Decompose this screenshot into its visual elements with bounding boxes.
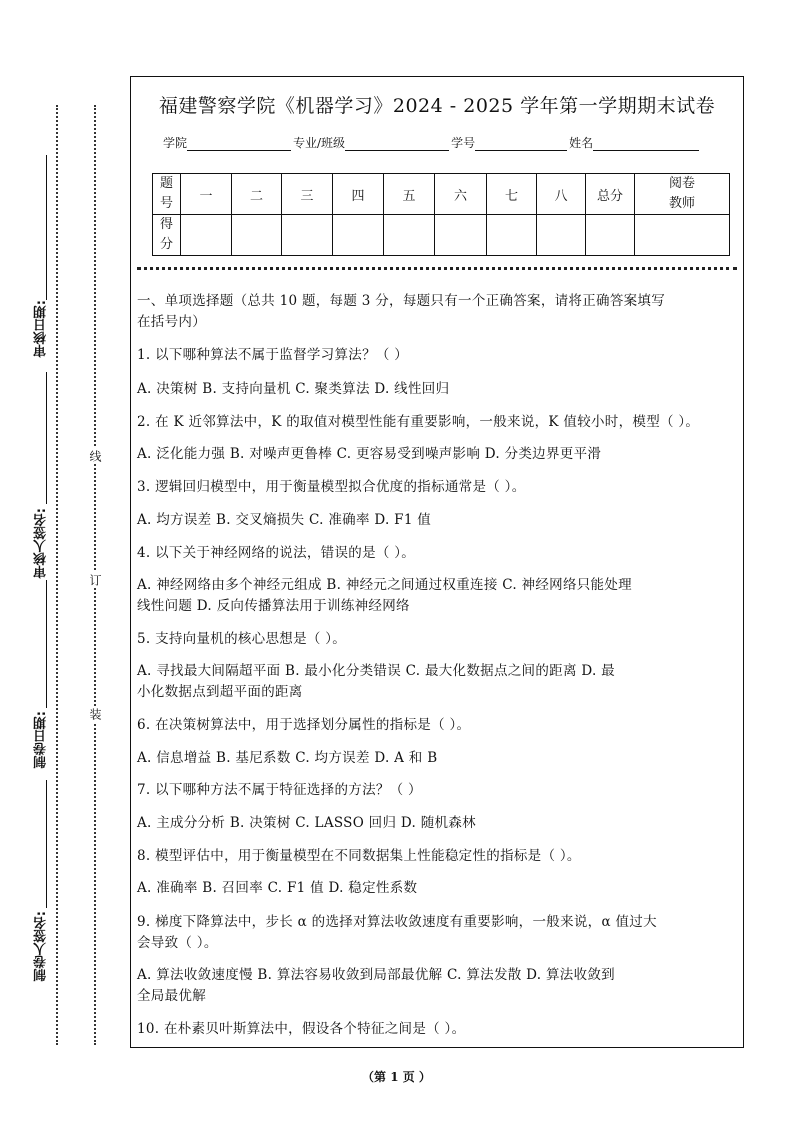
question-6: 6. 在决策树算法中，用于选择划分属性的指标是（ ）。: [137, 717, 471, 733]
review-date-line: [46, 155, 47, 300]
cut-line-char-ding: 订: [88, 574, 102, 586]
score-col-4: 四: [333, 174, 384, 215]
score-cell-6[interactable]: [435, 215, 487, 256]
score-cell-3[interactable]: [282, 215, 333, 256]
field-name-label: 姓名: [569, 136, 594, 150]
score-cell-5[interactable]: [384, 215, 435, 256]
score-cell-7[interactable]: [487, 215, 537, 256]
review-date-label: 审核日期:: [34, 300, 49, 358]
question-8: 8. 模型评估中，用于衡量模型在不同数据集上性能稳定性的指标是（ ）。: [137, 848, 581, 864]
options-3: A. 均方误差 B. 交叉熵损失 C. 准确率 D. F1 值: [137, 512, 432, 528]
cut-line-char-xian: 线: [88, 450, 102, 462]
score-cell-total[interactable]: [586, 215, 635, 256]
score-row-label-number: 题 号: [153, 174, 181, 215]
maker-date-label: 制卷日期:: [34, 711, 49, 769]
options-8: A. 准确率 B. 召回率 C. F1 值 D. 稳定性系数: [137, 880, 418, 896]
student-info-row: [163, 134, 701, 151]
maker-date-line: [46, 580, 47, 708]
score-col-2: 二: [232, 174, 282, 215]
score-cell-4[interactable]: [333, 215, 384, 256]
options-2: A. 泛化能力强 B. 对噪声更鲁棒 C. 更容易受到噪声影响 D. 分类边界更平滑: [137, 446, 602, 462]
options-4: A. 神经网络由多个神经元组成 B. 神经元之间通过权重连接 C. 神经网络只能处理 线性问题 D. 反向传播算法用于训练神经网络: [137, 577, 632, 614]
score-cell-8[interactable]: [537, 215, 586, 256]
question-4: 4. 以下关于神经网络的说法，错误的是（ ）。: [137, 545, 416, 561]
score-col-reviewer: 阅卷 教师: [635, 174, 730, 215]
field-major-label: 专业/班级: [293, 136, 346, 150]
question-3: 3. 逻辑回归模型中，用于衡量模型拟合优度的指标通常是（ ）。: [137, 479, 526, 495]
score-col-8: 八: [537, 174, 586, 215]
options-9: A. 算法收敛速度慢 B. 算法容易收敛到局部最优解 C. 算法发散 D. 算法收敛到 全局最优解: [137, 967, 615, 1004]
maker-sign-line: [46, 780, 47, 908]
score-col-5: 五: [384, 174, 435, 215]
dotted-line-left: [56, 105, 58, 1045]
options-5: A. 寻找最大间隔超平面 B. 最小化分类错误 C. 最大化数据点之间的距离 D. 最 小化数据点到超平面的距离: [137, 663, 615, 700]
section-title: 一、单项选择题（总共 10 题，每题 3 分，每题只有一个正确答案，请将正确答案填写 在括号内）: [137, 293, 666, 330]
options-7: A. 主成分分析 B. 决策树 C. LASSO 回归 D. 随机森林: [137, 815, 476, 831]
field-name-input[interactable]: [593, 137, 699, 151]
score-col-3: 三: [282, 174, 333, 215]
question-2: 2. 在 K 近邻算法中，K 的取值对模型性能有重要影响，一般来说，K 值较小时，模型（ ）。: [137, 414, 700, 430]
reviewer-sign-label: 审核人签名:: [34, 508, 49, 579]
score-col-6: 六: [435, 174, 487, 215]
exam-title: 福建警察学院《机器学习》2024 - 2025 学年第一学期期末试卷: [158, 95, 716, 117]
question-1: 1. 以下哪种算法不属于监督学习算法？（ ）: [137, 347, 409, 363]
reviewer-sign-line: [46, 372, 47, 504]
page-number: （第 1 页 ）: [362, 1070, 431, 1084]
options-6: A. 信息增益 B. 基尼系数 C. 均方误差 D. A 和 B: [137, 750, 438, 766]
question-5: 5. 支持向量机的核心思想是（ ）。: [137, 631, 347, 647]
score-row-label-score: 得 分: [153, 215, 181, 256]
section-separator: [137, 267, 737, 270]
field-id-label: 学号: [451, 136, 476, 150]
score-col-7: 七: [487, 174, 537, 215]
score-table: [152, 173, 730, 256]
question-10: 10. 在朴素贝叶斯算法中，假设各个特征之间是（ ）。: [137, 1021, 466, 1037]
field-college-input[interactable]: [187, 137, 291, 151]
field-college-label: 学院: [163, 136, 188, 150]
question-9: 9. 梯度下降算法中，步长 α 的选择对算法收敛速度有重要影响，一般来说，α 值过大 会导致（ ）。: [137, 914, 657, 951]
field-major-input[interactable]: [345, 137, 449, 151]
exam-frame: [130, 76, 744, 1048]
score-cell-1[interactable]: [181, 215, 232, 256]
maker-sign-label: 制卷人签名:: [34, 911, 49, 982]
score-cell-reviewer[interactable]: [635, 215, 730, 256]
options-1: A. 决策树 B. 支持向量机 C. 聚类算法 D. 线性回归: [137, 381, 450, 397]
score-col-total: 总分: [586, 174, 635, 215]
question-7: 7. 以下哪种方法不属于特征选择的方法？（ ）: [137, 782, 422, 798]
cut-line-char-zhuang: 装: [88, 708, 102, 720]
score-col-1: 一: [181, 174, 232, 215]
field-id-input[interactable]: [475, 137, 567, 151]
score-cell-2[interactable]: [232, 215, 282, 256]
